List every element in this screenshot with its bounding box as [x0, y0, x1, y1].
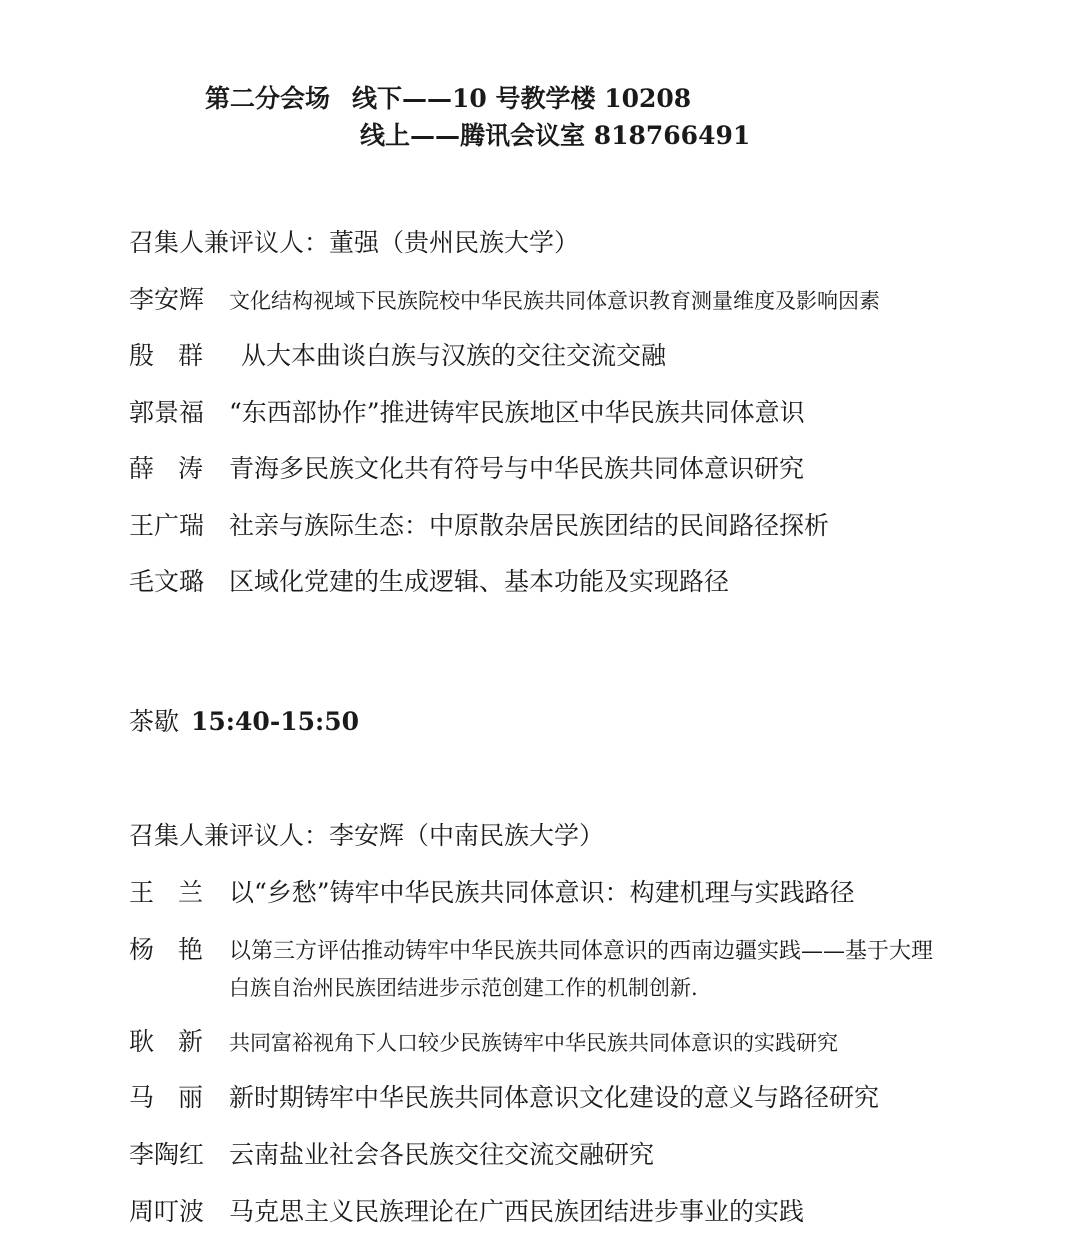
talk-row [129, 1082, 879, 1114]
talk-title: 文化结构视域下民族院校中华民族共同体意识教育测量维度及影响因素 [229, 289, 880, 313]
talk-title: 区域化党建的生成逻辑、基本功能及实现路径 [229, 567, 730, 596]
speaker-name: 周叮波 [129, 1197, 205, 1226]
speaker-name: 薛涛 [129, 454, 228, 483]
talk-row [129, 453, 804, 485]
speaker-name: 殷群 [129, 341, 228, 370]
venue-label: 第二分会场 [205, 84, 331, 113]
venue-online: 线上——腾讯会议室 818766491 [360, 121, 751, 150]
talk-title: 社亲与族际生态：中原散杂居民族团结的民间路径探析 [229, 511, 830, 540]
talk-row [129, 284, 880, 317]
talk-row [129, 397, 805, 429]
talk-title: “东西部协作”推进铸牢民族地区中华民族共同体意识 [229, 398, 805, 427]
venue-offline: 线下——10 号教学楼 10208 [352, 84, 692, 113]
talk-row [129, 1139, 654, 1171]
speaker-name: 王广瑞 [129, 511, 205, 540]
session1-convener: 召集人兼评议人：董强（贵州民族大学） [129, 228, 580, 257]
speaker-name: 郭景福 [129, 398, 205, 427]
session2-convener: 召集人兼评议人：李安辉（中南民族大学） [129, 821, 605, 850]
talk-title: 云南盐业社会各民族交往交流交融研究 [229, 1140, 655, 1169]
talk-row [129, 1026, 838, 1059]
speaker-name: 李陶红 [129, 1140, 205, 1169]
talk-title: 从大本曲谈白族与汉族的交往交流交融 [241, 341, 667, 370]
tea-break-time: 15:40-15:50 [191, 707, 360, 736]
speaker-name: 李安辉 [129, 285, 205, 314]
speaker-name: 马丽 [129, 1083, 228, 1112]
talk-row [129, 934, 934, 1000]
talk-row [129, 510, 829, 542]
talk-title: 以“乡愁”铸牢中华民族共同体意识：构建机理与实践路径 [229, 878, 855, 907]
talk-title-continuation: 白族自治州民族团结进步示范创建工作的机制创新. [229, 976, 698, 1000]
speaker-name: 王兰 [129, 878, 228, 907]
talk-title: 以第三方评估推动铸牢中华民族共同体意识的西南边疆实践——基于大理 [229, 939, 934, 964]
talk-title: 马克思主义民族理论在广西民族团结进步事业的实践 [229, 1197, 805, 1226]
talk-title: 共同富裕视角下人口较少民族铸牢中华民族共同体意识的实践研究 [229, 1031, 838, 1055]
talk-row [129, 1196, 804, 1228]
tea-break-label: 茶歇 [129, 707, 180, 736]
talk-row [129, 877, 855, 909]
talk-title: 新时期铸牢中华民族共同体意识文化建设的意义与路径研究 [229, 1083, 880, 1112]
speaker-name: 杨艳 [129, 935, 228, 964]
speaker-name: 毛文璐 [129, 567, 205, 596]
tea-break [129, 706, 359, 738]
speaker-name: 耿新 [129, 1027, 228, 1056]
talk-row [129, 340, 666, 372]
venue-header [205, 84, 691, 114]
talk-row [129, 566, 729, 598]
talk-title: 青海多民族文化共有符号与中华民族共同体意识研究 [229, 454, 805, 483]
